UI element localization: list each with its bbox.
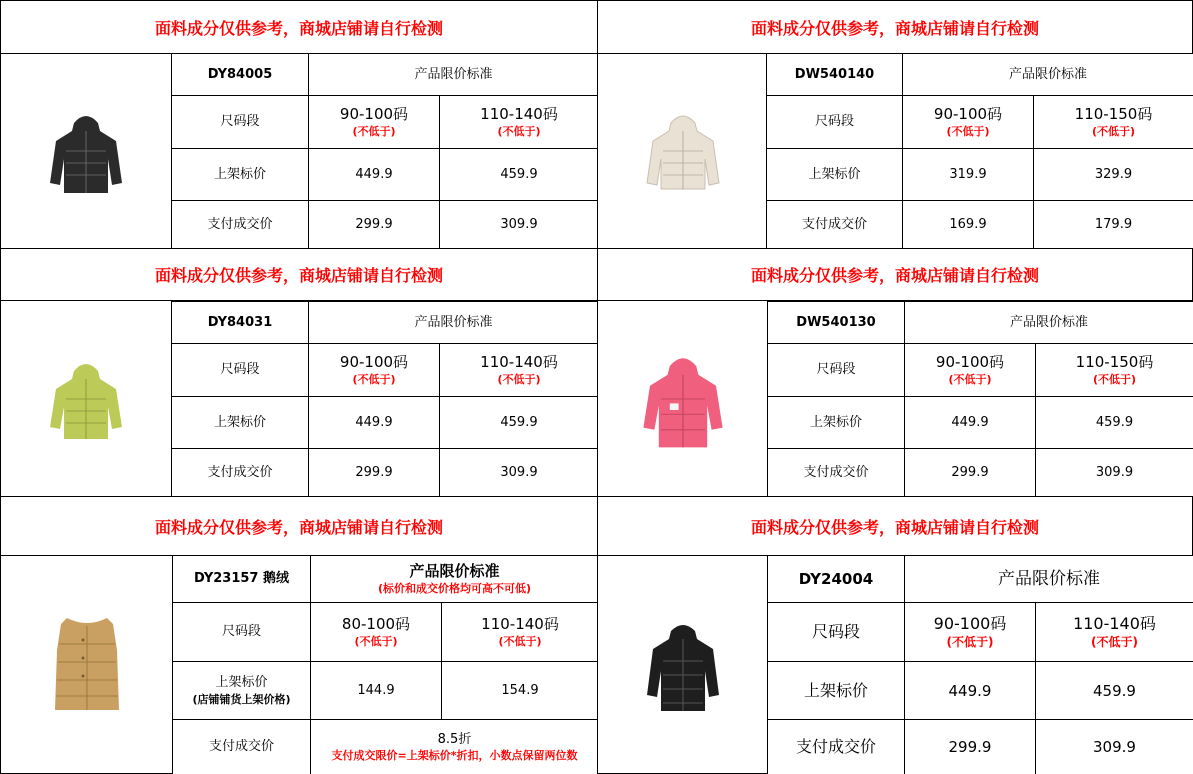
product-panel-dy23157: [0, 496, 598, 774]
pay-discount: 8.5折: [437, 731, 472, 747]
pay-price-label: 支付成交价: [172, 201, 309, 250]
puffer-jacket-icon: [633, 101, 733, 201]
product-image-cell: [597, 301, 769, 497]
pay-price: 309.9: [1036, 449, 1193, 498]
notice-header: 面料成分仅供参考，商城店铺请自行检测: [597, 496, 1193, 556]
list-price: 449.9: [309, 397, 440, 449]
pay-price: 309.9: [1036, 720, 1193, 774]
size-label: 尺码段: [172, 96, 309, 149]
pay-price: 309.9: [440, 201, 599, 250]
size-range: 90-100码: [339, 105, 409, 124]
notice-header: 面料成分仅供参考，商城店铺请自行检测: [0, 496, 598, 556]
size-label: 尺码段: [768, 603, 905, 662]
list-price: 449.9: [905, 662, 1036, 720]
down-vest-icon: [37, 610, 137, 720]
list-price-label: 上架标价: [172, 397, 309, 449]
pay-price: 299.9: [905, 449, 1036, 498]
size-label: 尺码段: [768, 344, 905, 397]
product-panel-dy84031: [0, 248, 598, 497]
size-cell: [309, 344, 440, 397]
list-price: 459.9: [440, 397, 599, 449]
size-label: 尺码段: [172, 344, 309, 397]
size-cell: [1036, 344, 1193, 397]
price-table: [172, 555, 599, 774]
list-price: 459.9: [1036, 662, 1193, 720]
size-range: 110-150码: [1074, 105, 1153, 124]
size-cell: [905, 603, 1036, 662]
not-lower-note: (不低于): [352, 125, 396, 139]
size-range: 110-150码: [1075, 353, 1154, 372]
size-range: 90-100码: [339, 353, 409, 372]
size-cell: [311, 603, 442, 662]
price-table: [171, 53, 599, 250]
size-cell: [309, 96, 440, 149]
pay-price: 309.9: [440, 449, 599, 498]
size-range: 90-100码: [935, 353, 1005, 372]
not-lower-note: (不低于): [946, 125, 990, 139]
size-cell: [903, 96, 1034, 149]
not-lower-note: (不低于): [1091, 635, 1138, 650]
standard-title-cell: [311, 556, 599, 603]
product-image-cell: [597, 54, 768, 249]
price-table: [766, 53, 1193, 250]
product-image-cell: [597, 556, 769, 774]
product-panel-dw540140: [597, 0, 1193, 249]
standard-subtitle: (标价和成交价格均可高不可低): [377, 582, 532, 596]
size-cell: [905, 344, 1036, 397]
pay-price-label: 支付成交价: [768, 449, 905, 498]
size-cell: [440, 344, 599, 397]
product-panel-dy24004: [597, 496, 1193, 774]
pay-price-label: 支付成交价: [767, 201, 903, 250]
list-price: 319.9: [903, 149, 1034, 201]
product-code: DW540140: [767, 54, 903, 96]
product-code: DY84005: [172, 54, 309, 96]
list-price: 459.9: [440, 149, 599, 201]
size-range: 80-100码: [341, 615, 411, 634]
pay-price: 179.9: [1034, 201, 1193, 250]
list-price: 329.9: [1034, 149, 1193, 201]
standard-title: 产品限价标准: [409, 562, 500, 581]
list-price: 449.9: [905, 397, 1036, 449]
size-cell: [1036, 603, 1193, 662]
notice-header: 面料成分仅供参考，商城店铺请自行检测: [597, 0, 1193, 54]
product-code: DY24004: [768, 556, 905, 603]
puffer-jacket-icon: [36, 349, 136, 449]
list-price-label: 上架标价: [768, 397, 905, 449]
size-cell: [442, 603, 599, 662]
puffer-jacket-icon: [633, 615, 733, 715]
product-code: DY23157 鹅绒: [173, 556, 311, 603]
size-label: 尺码段: [767, 96, 903, 149]
puffer-jacket-icon: [36, 101, 136, 201]
not-lower-note: (不低于): [354, 635, 398, 649]
standard-title: 产品限价标准: [905, 556, 1193, 603]
standard-title: 产品限价标准: [903, 54, 1193, 96]
not-lower-note: (不低于): [498, 635, 542, 649]
standard-title: 产品限价标准: [905, 302, 1193, 344]
size-range: 110-140码: [480, 105, 558, 124]
list-price: 459.9: [1036, 397, 1193, 449]
size-cell: [1034, 96, 1193, 149]
product-code: DW540130: [768, 302, 905, 344]
not-lower-note: (不低于): [352, 373, 396, 387]
pay-price: 299.9: [905, 720, 1036, 774]
product-image-cell: [0, 301, 172, 497]
standard-title: 产品限价标准: [309, 54, 599, 96]
not-lower-note: (不低于): [497, 125, 541, 139]
size-range: 110-140码: [480, 353, 558, 372]
notice-header: 面料成分仅供参考，商城店铺请自行检测: [0, 248, 598, 301]
standard-title: 产品限价标准: [309, 302, 599, 344]
size-range: 110-140码: [481, 615, 559, 634]
list-price-label: 上架标价: [172, 149, 309, 201]
size-range: 90-100码: [933, 614, 1007, 634]
list-price-label: 上架标价: [215, 675, 268, 691]
size-range: 90-100码: [933, 105, 1003, 124]
product-image-cell: [0, 54, 172, 249]
pay-price-label: 支付成交价: [768, 720, 905, 774]
product-panel-dy84005: [0, 0, 598, 249]
price-table: [171, 301, 599, 498]
size-range: 110-140码: [1073, 614, 1156, 634]
notice-header: 面料成分仅供参考，商城店铺请自行检测: [0, 0, 598, 54]
list-price: 449.9: [309, 149, 440, 201]
product-panel-dw540130: [597, 248, 1193, 497]
notice-header: 面料成分仅供参考，商城店铺请自行检测: [597, 248, 1193, 301]
product-code: DY84031: [172, 302, 309, 344]
pay-price: 169.9: [903, 201, 1034, 250]
pay-price: 299.9: [309, 201, 440, 250]
price-table: [767, 301, 1193, 498]
price-table: [767, 555, 1193, 774]
not-lower-note: (不低于): [1092, 373, 1137, 387]
list-price-label: 上架标价: [767, 149, 903, 201]
pay-price-cell: [311, 720, 599, 774]
pay-price-label: 支付成交价: [172, 449, 309, 498]
list-price: 144.9: [311, 662, 442, 720]
not-lower-note: (不低于): [497, 373, 541, 387]
product-image-cell: [0, 556, 173, 774]
size-cell: [440, 96, 599, 149]
pay-price: 299.9: [309, 449, 440, 498]
pay-price-label: 支付成交价: [173, 720, 311, 774]
list-price-sublabel: (店铺铺货上架价格): [192, 692, 291, 706]
size-label: 尺码段: [173, 603, 311, 662]
pay-price-note: 支付成交限价=上架标价*折扣，小数点保留两位数: [331, 749, 578, 763]
not-lower-note: (不低于): [1091, 125, 1136, 139]
not-lower-note: (不低于): [948, 373, 992, 387]
puffer-jacket-icon: [628, 344, 738, 454]
list-price-label: 上架标价: [768, 662, 905, 720]
list-price: 154.9: [442, 662, 599, 720]
list-price-label-cell: [173, 662, 311, 720]
not-lower-note: (不低于): [946, 635, 994, 650]
